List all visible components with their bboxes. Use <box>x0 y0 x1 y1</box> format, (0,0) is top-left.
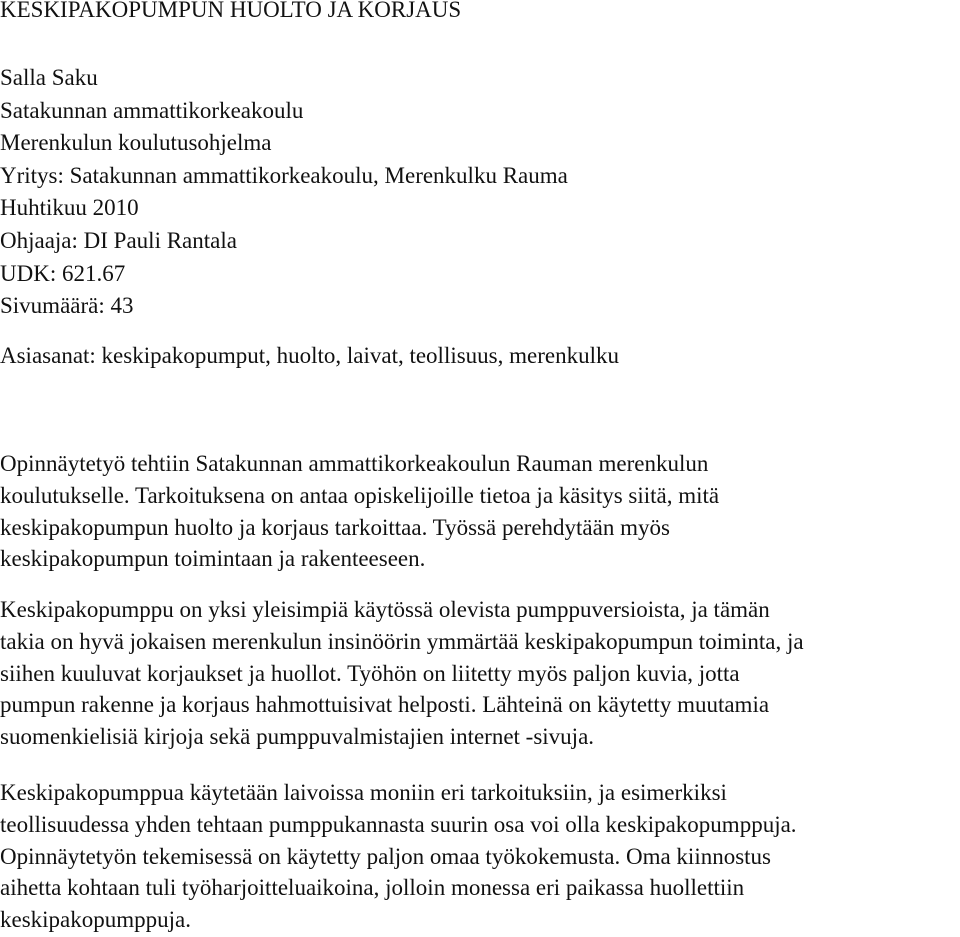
paragraph-line: pumpun rakenne ja korjaus hahmottuisivat helposti. Lähteinä on käytetty muutamia <box>0 692 770 718</box>
document-title: KESKIPAKOPUMPUN HUOLTO JA KORJAUS <box>0 0 462 22</box>
company: Yritys: Satakunnan ammattikorkeakoulu, Merenkulku Rauma <box>0 162 568 188</box>
paragraph-line: aihetta kohtaan tuli työharjoitteluaikoina, jolloin monessa eri paikassa huollettiin <box>0 875 745 901</box>
paragraph-line: keskipakopumppuja. <box>0 907 191 933</box>
document-meta <box>0 62 568 323</box>
paragraph-line: teollisuudessa yhden tehtaan pumppukannasta suurin osa voi olla keskipakopumppuja. <box>0 811 797 837</box>
paragraph-line: keskipakopumpun toimintaan ja rakenteeseen. <box>0 546 426 572</box>
paragraph-line: Keskipakopumppua käytetään laivoissa moniin eri tarkoituksiin, ja esimerkiksi <box>0 780 727 805</box>
keywords: Asiasanat: keskipakopumput, huolto, laivat, teollisuus, merenkulku <box>0 343 619 368</box>
paragraph-line: Opinnäytetyön tekemisessä on käytetty paljon omaa työkokemusta. Oma kiinnostus <box>0 843 772 869</box>
paragraph-line: siihen kuuluvat korjaukset ja huollot. Työhön on liitetty myös paljon kuvia, jotta <box>0 660 740 686</box>
paragraph-line: Keskipakopumppu on yksi yleisimpiä käytössä olevista pumppuversioista, ja tämän <box>0 597 770 622</box>
paragraph-line: suomenkielisiä kirjoja sekä pumppuvalmistajien internet -sivuja. <box>0 724 595 750</box>
paragraph-line: Opinnäytetyö tehtiin Satakunnan ammattikorkeakoulun Rauman merenkulun <box>0 451 709 476</box>
school: Satakunnan ammattikorkeakoulu <box>0 97 304 123</box>
paragraph-line: takia on hyvä jokaisen merenkulun insinöörin ymmärtää keskipakopumpun toiminta, ja <box>0 628 804 654</box>
paragraph-line: koulutukselle. Tarkoituksena on antaa opiskelijoille tietoa ja käsitys siitä, mitä <box>0 482 720 508</box>
abstract-paragraph-1 <box>0 448 960 575</box>
programme: Merenkulun koulutusohjelma <box>0 130 272 156</box>
date: Huhtikuu 2010 <box>0 195 139 221</box>
udk-code: UDK: 621.67 <box>0 260 126 286</box>
abstract-paragraph-3 <box>0 777 960 936</box>
paragraph-line: keskipakopumpun huolto ja korjaus tarkoittaa. Työssä perehdytään myös <box>0 514 670 540</box>
author: Salla Saku <box>0 65 98 90</box>
page-count: Sivumäärä: 43 <box>0 293 134 319</box>
abstract-paragraph-2 <box>0 594 960 753</box>
supervisor: Ohjaaja: DI Pauli Rantala <box>0 227 237 253</box>
